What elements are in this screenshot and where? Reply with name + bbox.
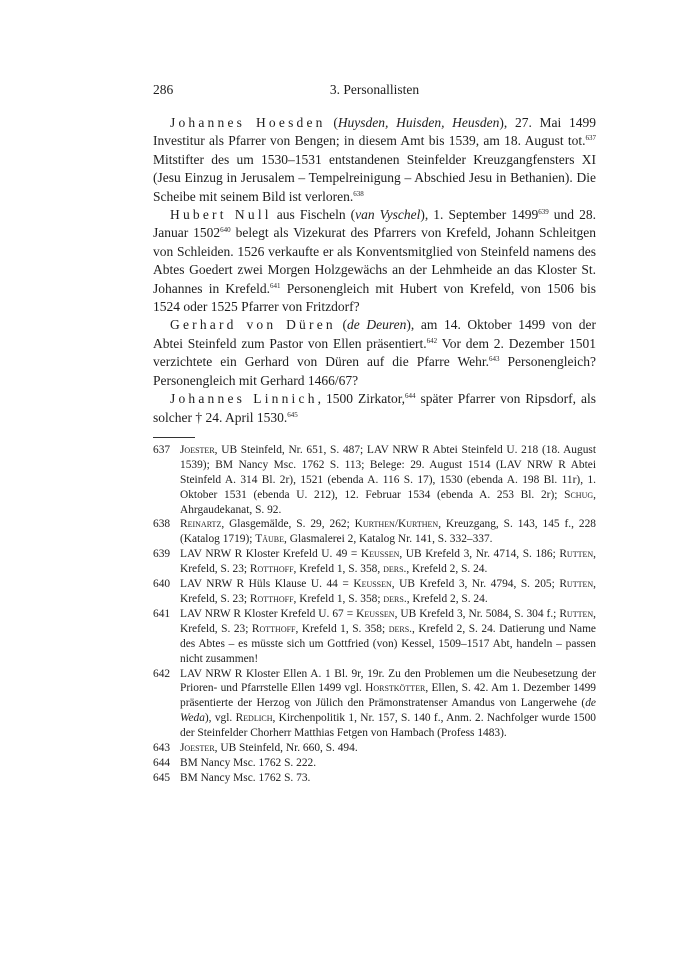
author-name: Schug: [564, 488, 594, 501]
author-name: Rutten: [559, 548, 594, 561]
footnote-text: [180, 577, 596, 607]
author-name: Rutten: [559, 607, 594, 620]
text-run: LAV NRW R Kloster Ellen A. 1 Bl. 9r, 19r. Zu den Problemen um die Neubesetzung der Prioren- und Pfarrstelle Ellen 1499 vgl.: [180, 667, 596, 695]
person-name: Gerhard von Düren: [170, 317, 336, 333]
footnote-text: [180, 756, 596, 771]
text-run: Vor dem 2. Dezember 1501 verzichtete ein Gerhard von Düren auf die Pfarre Wehr.: [153, 335, 596, 370]
text-run: , Ahrgaudekanat, S. 92.: [180, 488, 596, 516]
footnote-number: 638: [153, 518, 171, 531]
footnote-number: 641: [153, 607, 171, 620]
text-run: belegt als Vizekurat des Pfarrers von Krefeld, Johann Schleitgen von Schleiden. 1526 verkaufte er als Konventsmitglied von Steinfeld namens des Abtes Goedert zwei Morgen Holzgewächs an der Lehmheide an das Kloster St. Johannes in Krefeld.: [153, 225, 596, 296]
italic-text: de Deuren: [346, 317, 407, 333]
author-name: Rutten: [559, 578, 594, 591]
author-name: Rotthoff: [251, 622, 296, 635]
page-number: 286: [153, 82, 174, 97]
text-run: Personengleich? Personengleich mit Gerhard 1466/67?: [153, 354, 597, 388]
author-name: Joester: [180, 443, 215, 456]
author-name: Keussen: [356, 607, 395, 620]
footnote: [153, 741, 596, 756]
text-run: , UB Krefeld 3, Nr. 4794, S. 205;: [391, 578, 560, 591]
footnote-ref: 642: [426, 336, 438, 345]
author-name: Kurthen/Kurthen: [354, 518, 439, 531]
author-name: Keussen: [360, 548, 400, 561]
footnote-text: [180, 667, 596, 742]
text-run: , Kirchenpolitik 1, Nr. 157, S. 140 f., Anm. 2. Nachfolger wurde 1500 der Steinfelder Chorherr Matthias Fetgen von Hambach (Profess 1483).: [180, 712, 596, 740]
footnote-ref: 639: [538, 208, 549, 217]
italic-text: de Weda: [180, 697, 596, 725]
text-run: , Krefeld 2, S. 24.: [406, 563, 488, 576]
author-name: Horstkötter: [365, 682, 426, 695]
footnote-ref: 643: [489, 355, 500, 364]
text-run: , Krefeld 2, S. 24.: [406, 592, 488, 605]
person-name: Johannes Linnich: [170, 391, 318, 407]
footnote-number: 645: [153, 771, 171, 784]
footnote-ref: 640: [220, 226, 231, 235]
text-run: LAV NRW R Kloster Krefeld U. 67 =: [180, 607, 357, 620]
footnote-text: [180, 443, 596, 518]
text-run: , Kreuzgang, S. 143, 145 f., 228 (Katalog 1719);: [180, 518, 596, 546]
text-run: , Krefeld, S. 23;: [180, 607, 596, 635]
text-run: , Krefeld 1, S. 358;: [293, 592, 384, 605]
text-run: , UB Krefeld 3, Nr. 5084, S. 304 f.;: [394, 607, 560, 620]
footnote-number: 639: [153, 548, 171, 561]
footnote-number: 644: [153, 756, 171, 769]
footnote-number: 637: [153, 443, 171, 456]
footnote-ref: 637: [585, 134, 596, 143]
footnote: [153, 517, 596, 547]
book-page: [153, 80, 596, 786]
main-text: [153, 114, 596, 427]
text-run: , UB Steinfeld, Nr. 660, S. 494.: [214, 742, 358, 755]
footnote-separator: [153, 437, 195, 438]
text-run: Personengleich mit Hubert von Krefeld, von 1506 bis 1524 oder 1525 Pfarrer von Fritzdorf?: [153, 280, 596, 315]
page-header: [153, 80, 596, 102]
footnote-number: 640: [153, 578, 171, 591]
text-run: LAV NRW R Kloster Krefeld U. 49 =: [180, 548, 361, 561]
running-title: 3. Personallisten: [329, 82, 420, 97]
text-run: , Glasgemälde, S. 29, 262;: [221, 518, 355, 531]
person-name: Hubert Null: [170, 207, 272, 223]
text-run: , UB Steinfeld, Nr. 651, S. 487; LAV NRW R Abtei Steinfeld U. 218 (18. August 1539); BM Nancy Msc. 1762 S. 113; Belege: 29. August 1514 (LAV NRW R Abtei Steinfeld A. 314 Bl. 2r), 1521 (ebenda A. 116 S. 17), 1530 (ebenda A. 198 Bl. 11r), 1. Oktober 1531 (ebenda U. 212), 12. Februar 1534 (ebenda A. 253 Bl. 2r);: [180, 443, 596, 501]
footnote-text: [180, 517, 596, 547]
text-run: später Pfarrer von Ripsdorf, als solcher † 24. April 1530.: [153, 391, 596, 425]
text-run: ), am 14. Oktober 1499 von der Abtei Steinfeld zum Pastor von Ellen präsentiert.: [153, 317, 597, 351]
footnote: [153, 577, 596, 607]
footnote-text: [180, 771, 596, 786]
text-run: , 1500 Zirkator,: [317, 391, 406, 407]
footnote-ref: 641: [270, 281, 281, 290]
text-run: ), 1. September 1499: [420, 207, 539, 223]
footnote: [153, 547, 596, 577]
text-run: BM Nancy Msc. 1762 S. 73.: [180, 771, 311, 784]
footnote-text: [180, 741, 596, 756]
person-entry: [153, 390, 596, 427]
text-run: , Glasmalerei 2, Katalog Nr. 141, S. 332–337.: [284, 533, 493, 546]
author-name: Joester: [180, 742, 215, 755]
footnote-number: 643: [153, 742, 171, 755]
person-entry: [153, 316, 596, 390]
text-run: BM Nancy Msc. 1762 S. 222.: [180, 756, 317, 769]
footnote-ref: 645: [287, 410, 298, 419]
footnote: [153, 443, 596, 518]
text-run: , UB Krefeld 3, Nr. 4714, S. 186;: [399, 548, 560, 561]
person-name: Johannes Hoesden: [170, 115, 326, 130]
text-run: und 28. Januar 1502: [153, 207, 596, 241]
footnote-number: 642: [153, 667, 171, 680]
text-run: ), 27. Mai 1499 Investitur als Pfarrer von Bengen; in diesem Amt bis 1539, am 18. August tot.: [153, 115, 596, 149]
text-run: (: [325, 115, 338, 130]
person-entry: [153, 206, 596, 316]
text-run: Mitstifter des um 1530–1531 entstandenen Steinfelder Kreuzgangfensters XI (Jesu Einzug in Jerusalem – Tempelreinigung – Abschied Jesu in Bethanien). Die Scheibe mit seinem Bild ist verloren.: [153, 151, 596, 204]
author-name: Täube: [255, 533, 285, 546]
author-name: Rotthoff: [249, 592, 294, 605]
text-run: , Krefeld, S. 23;: [180, 548, 596, 576]
footnote: [153, 667, 596, 742]
author-name: ders.: [388, 622, 412, 635]
text-run: , Krefeld 1, S. 358;: [295, 622, 389, 635]
text-run: , Krefeld 1, S. 358,: [293, 563, 384, 576]
text-run: (: [335, 317, 347, 333]
footnotes: [153, 443, 596, 786]
person-entry: [153, 114, 596, 206]
footnote-ref: 644: [405, 392, 416, 401]
author-name: Reinartz: [180, 518, 222, 531]
author-name: Rotthoff: [249, 563, 294, 576]
text-run: , Krefeld, S. 23;: [180, 578, 596, 605]
text-run: ), vgl.: [204, 712, 236, 725]
footnote-text: [180, 547, 596, 577]
footnote: [153, 607, 596, 667]
text-run: , Krefeld 2, S. 24. Datierung und Name des Abtes – es müsste sich um Gottfried (von) Kessel, 1509–1517 Abt, handeln – passen nicht zusammen!: [180, 622, 596, 665]
footnote-ref: 638: [353, 189, 364, 198]
italic-text: Huysden, Huisden, Heusden: [337, 115, 500, 130]
text-run: aus Fischeln (: [271, 207, 356, 223]
author-name: Redlich: [235, 712, 273, 725]
author-name: ders.: [383, 592, 407, 605]
footnote: [153, 771, 596, 786]
footnote: [153, 756, 596, 771]
author-name: Keussen: [353, 578, 392, 591]
text-run: LAV NRW R Hüls Klause U. 44 =: [180, 578, 354, 591]
text-run: , Ellen, S. 42. Am 1. Dezember 1499 präsentierte der Herzog von Jülich den Prämonstratenser Amandus von Langerwehe (: [180, 682, 597, 710]
footnote-text: [180, 607, 596, 667]
italic-text: van Vyschel: [355, 207, 421, 223]
author-name: ders.: [383, 563, 407, 576]
